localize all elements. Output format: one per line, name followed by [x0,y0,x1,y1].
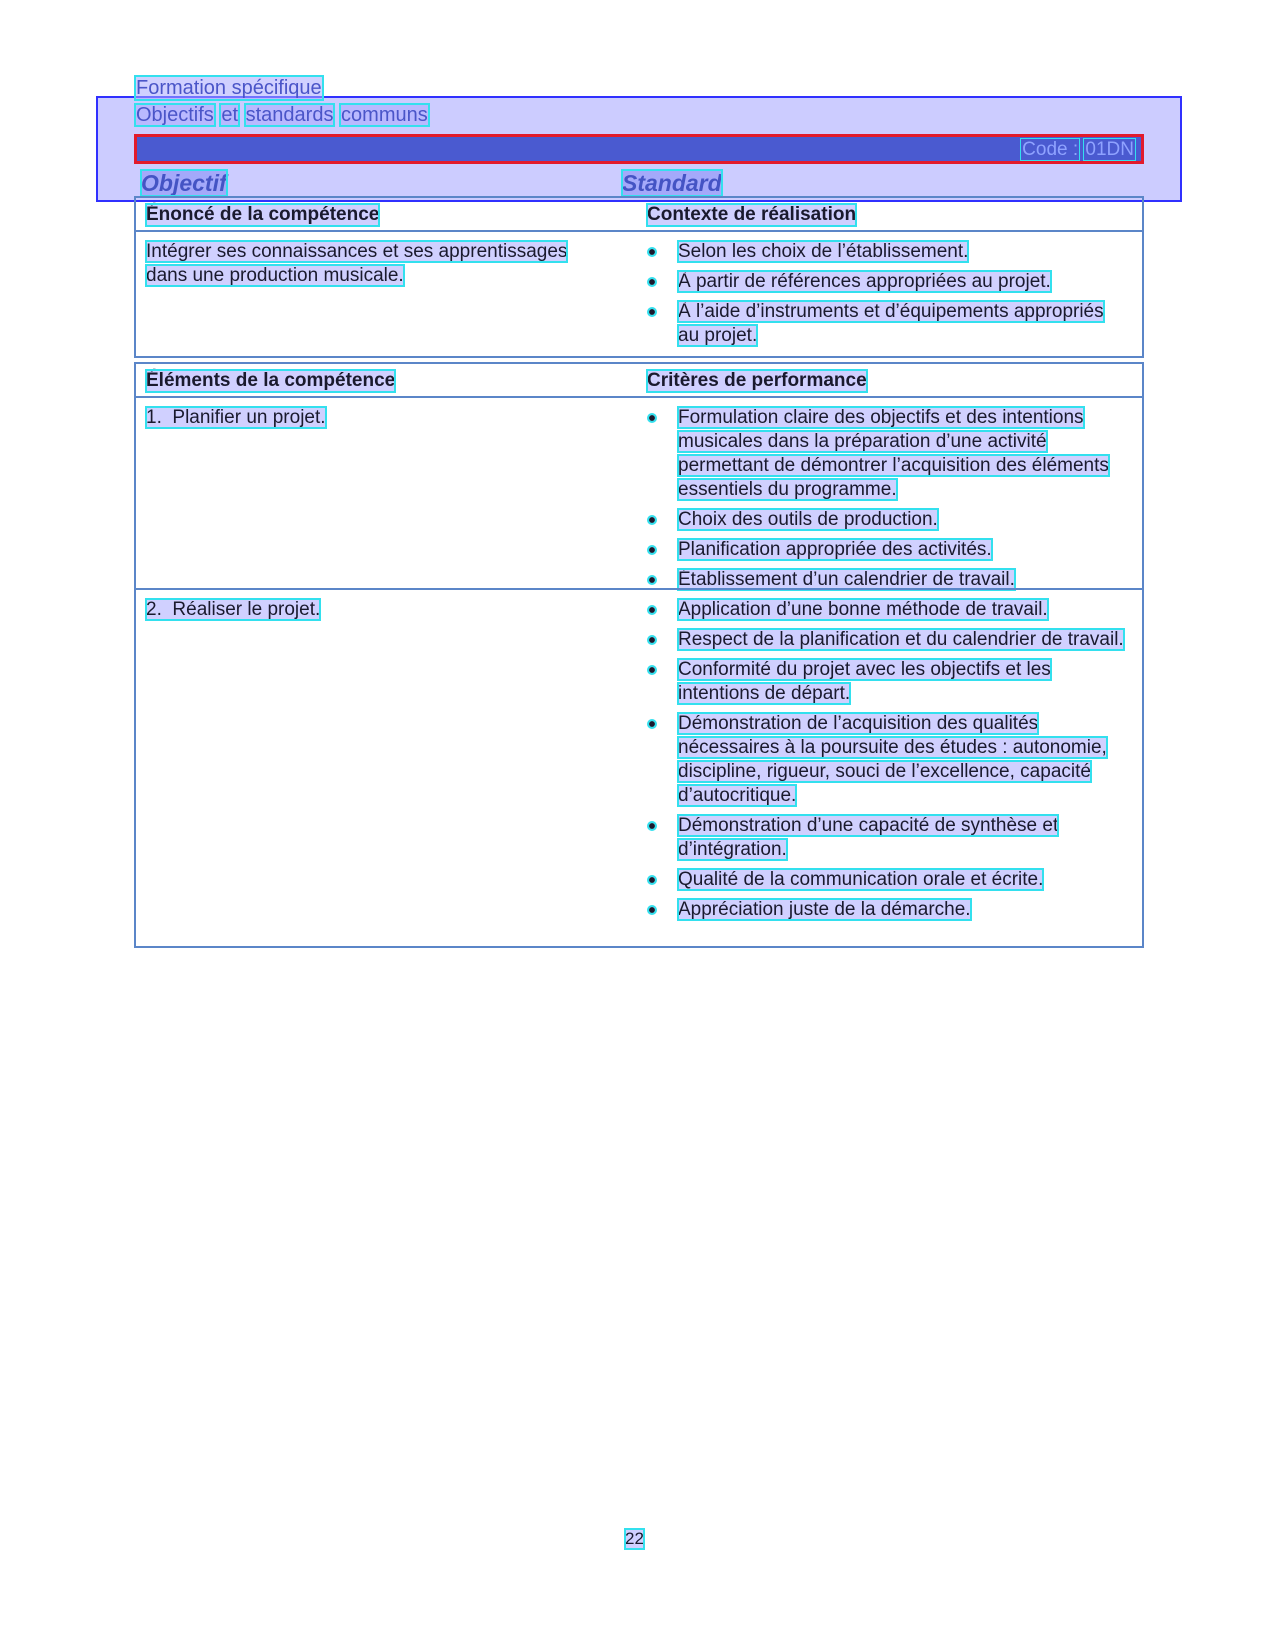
list-item: Application d’une bonne méthode de travail. [646,598,1126,622]
list-item: Choix des outils de production. [646,508,1126,532]
elements-header: Éléments de la compétence [146,370,396,391]
competence-statement [146,240,567,288]
criteria-header: Critères de performance [647,370,867,391]
element-label: 1. Planifier un projet. [146,407,326,428]
context-header: Contexte de réalisation [647,204,857,225]
course-code [1021,139,1135,161]
element-1 [146,406,326,430]
list-item: Selon les choix de l’établissement. [646,240,1126,264]
list-item: Conformité du projet avec les objectifs et les intentions de départ. [646,658,1126,706]
section-title: Formation spécifique [136,77,322,99]
list-item: Appréciation juste de la démarche. [646,898,1126,922]
list-item: Formulation claire des objectifs et des intentions musicales dans la préparation d’une activité permettant de démontrer l’acquisition des éléments essentiels du programme. [646,406,1126,502]
objective-column-title: Objectif [141,170,227,196]
code-bar [134,134,1144,164]
list-item: Établissement d’un calendrier de travail. [646,568,1126,592]
statement-line: dans une production musicale. [146,265,404,286]
subtitle-word: communs [341,104,428,126]
list-item: Planification appropriée des activités. [646,538,1126,562]
element-label: 2. Réaliser le projet. [146,599,321,620]
code-value: 01DN [1085,139,1134,160]
competence-table [134,196,1144,358]
list-item: Démonstration d’une capacité de synthèse et d’intégration. [646,814,1126,862]
criteria-list-1 [646,406,1126,598]
context-list [646,240,1126,354]
elements-table [134,362,1144,948]
list-item: À l’aide d’instruments et d’équipements appropriés au projet. [646,300,1126,348]
statement-header: Énoncé de la compétence [146,204,380,225]
statement-line: Intégrer ses connaissances et ses apprentissages [146,241,568,262]
list-item: Respect de la planification et du calendrier de travail. [646,628,1126,652]
standard-column-title: Standard [622,170,722,196]
subtitle-word: et [221,104,239,126]
page-number: 22 [625,1529,644,1548]
list-item: À partir de références appropriées au projet. [646,270,1126,294]
competence-table-header [136,198,1142,232]
list-item: Démonstration de l’acquisition des qualités nécessaires à la poursuite des études : autonomie, discipline, rigueur, souci de l’excellence, capacité d’autocritique. [646,712,1126,808]
element-2 [146,598,320,622]
subtitle-word: Objectifs [136,104,214,126]
subtitle-word: standards [245,104,334,126]
elements-table-header [136,364,1142,398]
page-subtitle [135,103,429,127]
criteria-list-2 [646,598,1126,928]
row-divider [136,588,1142,590]
list-item: Qualité de la communication orale et écrite. [646,868,1126,892]
code-label: Code : [1022,139,1079,160]
